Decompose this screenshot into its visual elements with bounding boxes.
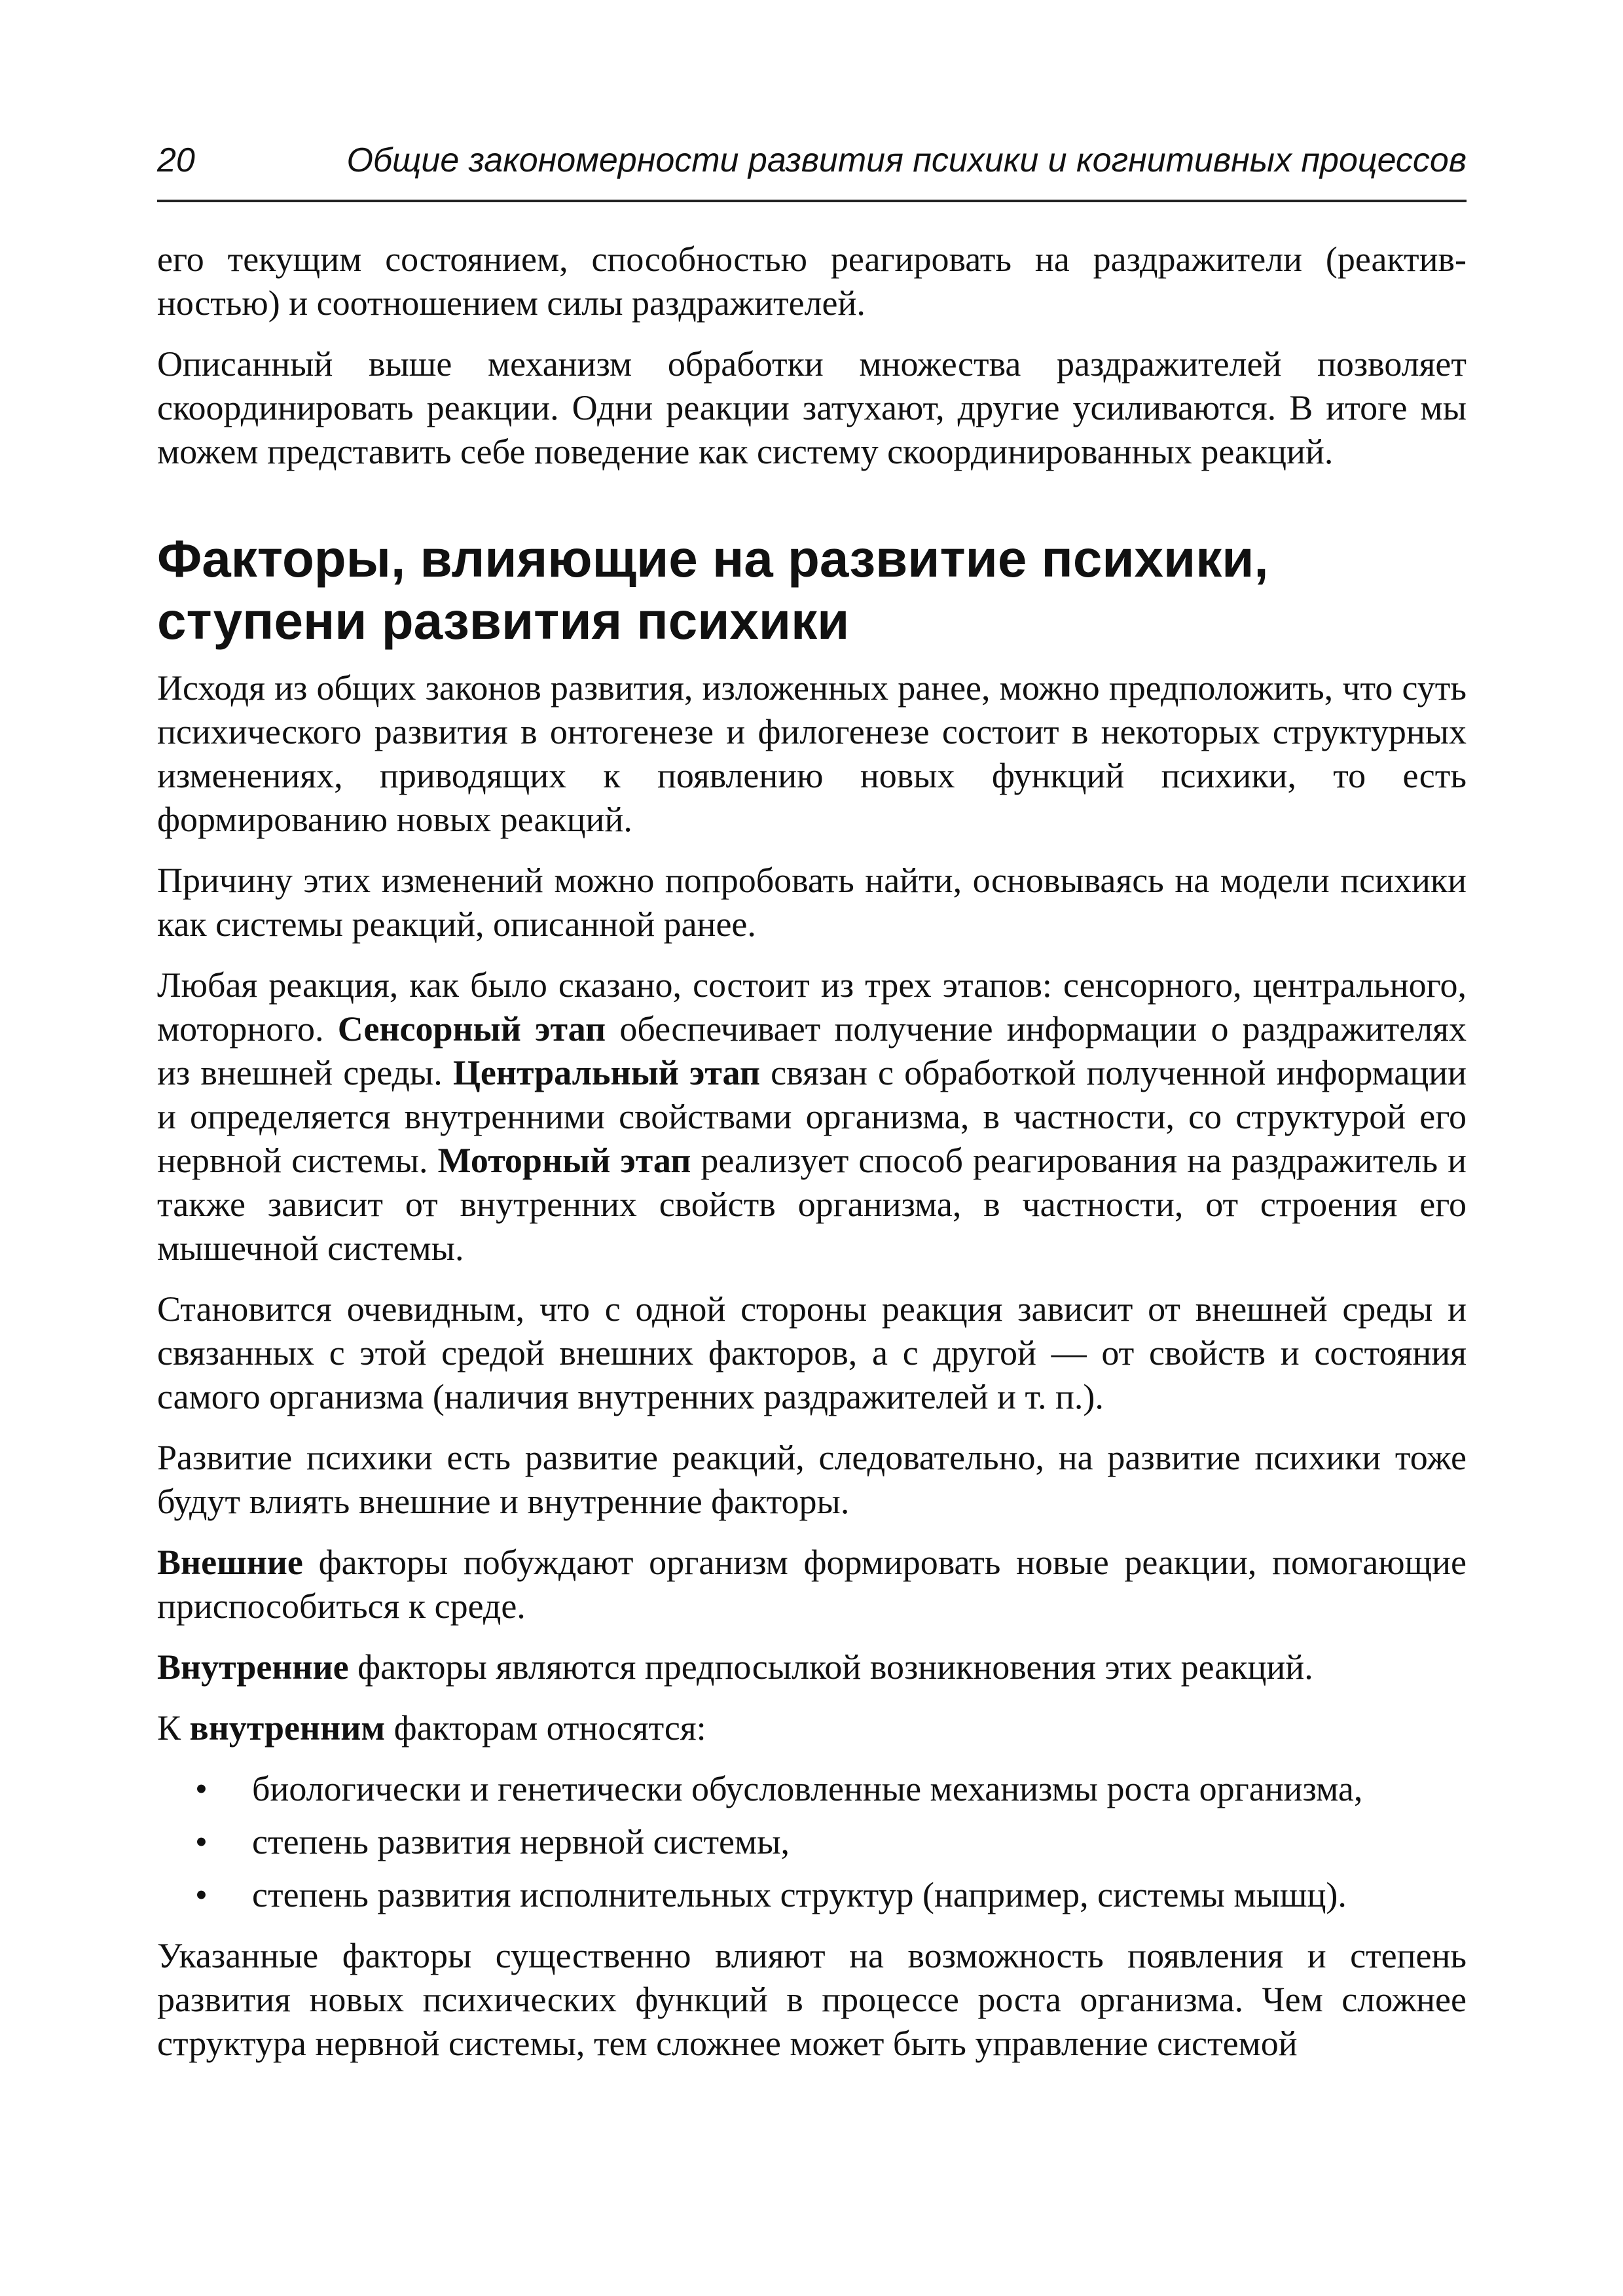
bold-term: Внешние	[157, 1543, 303, 1582]
paragraph: Развитие психики есть развитие реакций, следовательно, на развитие психики тоже будут влиять внешние и внутренние факторы.	[157, 1438, 1467, 1521]
bold-term: внутренним	[189, 1708, 386, 1748]
list-item	[157, 1873, 1467, 1917]
external-factors-paragraph	[157, 1541, 1467, 1628]
bold-term: Центральный этап	[452, 1053, 760, 1092]
text-run: факторы побуждают организм формировать новые реакции, помогающие приспособиться к среде.	[157, 1543, 1467, 1626]
bold-term: Сенсорный этап	[337, 1009, 606, 1049]
reaction-stages-paragraph	[157, 963, 1467, 1270]
text-run: связан с обработкой полученной информации и определяется внутренними свойствами организма, в частности, со структурой его нервной системы.	[157, 1053, 1467, 1180]
paragraph: Причину этих изменений можно попробовать найти, основываясь на модели психики как системы реакций, описанной ранее.	[157, 861, 1467, 944]
bold-term: Внутренние	[157, 1647, 349, 1687]
paragraph: его текущим состоянием, способностью реагировать на раздражители (реактивностью) и соотношением силы раздражителей.	[157, 240, 1467, 323]
list-item	[157, 1820, 1467, 1864]
list-intro-paragraph	[157, 1706, 1467, 1750]
list-item-text: биологически и генетически обусловленные механизмы роста организма,	[252, 1769, 1363, 1808]
section-heading: Факторы, влияющие на развитие психики, ступени развития психики	[157, 529, 1269, 650]
text-run: К	[157, 1708, 190, 1748]
paragraph: Указанные факторы существенно влияют на возможность появления и степень развития новых психических функций в процессе роста организма. Чем сложнее структура нервной системы, тем сложнее может быть управление системой	[157, 1936, 1467, 2063]
text-run: факторы являются предпосылкой возникновения этих реакций.	[348, 1647, 1313, 1687]
bullet-icon: •	[195, 1769, 208, 1808]
text-run: Любая реакция, как было сказано, состоит из трех этапов: сенсорного, центрального, моторного.	[157, 965, 1467, 1049]
text-run: факторам относятся:	[385, 1708, 706, 1748]
bold-term: Моторный этап	[437, 1141, 691, 1180]
list-item-text: степень развития исполнительных структур (например, системы мышц).	[252, 1875, 1347, 1914]
bullet-icon: •	[195, 1822, 208, 1861]
text-run: реализует способ реагирования на раздражитель и также зависит от внутренних свойств организма, в частности, от строения его мышечной системы.	[157, 1141, 1467, 1268]
list-item-text: степень развития нервной системы,	[252, 1822, 790, 1861]
bullet-icon: •	[195, 1875, 208, 1914]
internal-factors-list	[157, 1767, 1467, 1917]
book-page	[157, 141, 1467, 2083]
internal-factors-paragraph	[157, 1645, 1467, 1689]
running-header	[157, 141, 1467, 202]
page-number: 20	[157, 141, 195, 179]
text-run: обеспечивает получение информации о раздражителях из внешней среды.	[157, 1009, 1467, 1092]
paragraph: Становится очевидным, что с одной стороны реакция зависит от внешней среды и связанных с этой средой внешних факторов, а с другой — от свойств и состояния самого организма (наличия внутренних раздражителей и т. п.).	[157, 1289, 1467, 1416]
paragraph: Описанный выше механизм обработки множества раздражителей позволяет скоординировать реакции. Одни реакции затухают, другие усиливаются. В итоге мы можем представить себе поведение как систему скоординированных реакций.	[157, 344, 1467, 471]
running-title: Общие закономерности развития психики и когнитивных процессов	[346, 141, 1467, 179]
list-item	[157, 1767, 1467, 1811]
page-body	[157, 238, 1467, 2066]
paragraph: Исходя из общих законов развития, изложенных ранее, можно предположить, что суть психического развития в онтогенезе и филогенезе состоит в некоторых структурных изменениях, приводящих к появлению новых функций психики, то есть формированию новых реакций.	[157, 668, 1467, 839]
